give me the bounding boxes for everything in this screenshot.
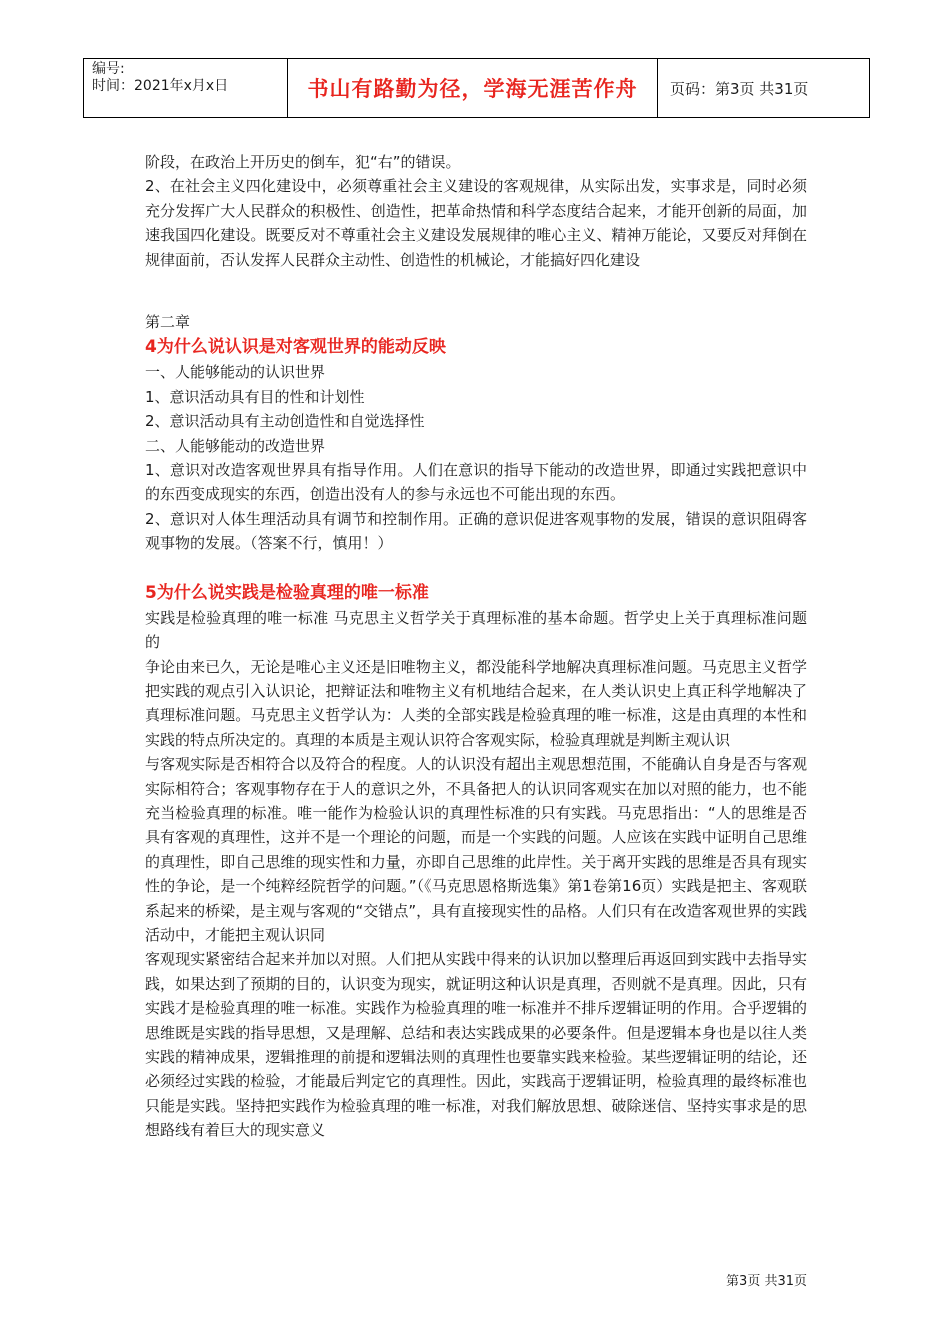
- chapter-heading: 第二章: [145, 313, 191, 332]
- section-5-title: 5为什么说实践是检验真理的唯一标准: [145, 582, 429, 603]
- list-item: 1、意识活动具有目的性和计划性: [145, 387, 365, 406]
- list-item: 2、意识活动具有主动创造性和自觉选择性: [145, 412, 425, 431]
- header-page-label: 页码：第3页 共31页: [670, 79, 809, 98]
- paragraph: 与客观实际是否相符合以及符合的程度。人的认识没有超出主观思想范围，不能确认自身是否与客观实际相符合；客观事物存在于人的意识之外，不具备把人的认识同客观实在加以对照的能力，也不能充当检验真理的标准。唯一能作为检验认识的真理性标准的只有实践。马克思指出：“人的思维是否具有客观的真理性，这并不是一个理论的问题，而是一个实践的问题。人应该在实践中证明自己思维的真理性，即自己思维的现实性和力量，亦即自己思维的此岸性。关于离开实践的思维是否具有现实性的争论，是一个纯粹经院哲学的问题。”（《马克思恩格斯选集》第1卷第16页）实践是把主、客观联系起来的桥梁，是主观与客观的“交错点”，具有直接现实性的品格。人们只有在改造客观世界的实践活动中，才能把主观认识同: [145, 755, 807, 944]
- paragraph: 实践是检验真理的唯一标准 马克思主义哲学关于真理标准的基本命题。哲学史上关于真理标准问题的: [145, 608, 807, 652]
- section-4-title: 4为什么说认识是对客观世界的能动反映: [145, 337, 446, 358]
- paragraph: 2、在社会主义四化建设中，必须尊重社会主义建设的客观规律，从实际出发，实事求是，同时必须充分发挥广大人民群众的积极性、创造性，把革命热情和科学态度结合起来，才能开创新的局面，加速我国四化建设。既要反对不尊重社会主义建设发展规律的唯心主义、精神万能论，又要反对拜倒在规律面前，否认发挥人民群众主动性、创造性的机械论，才能搞好四化建设: [145, 177, 807, 269]
- list-item: 2、意识对人体生理活动具有调节和控制作用。正确的意识促进客观事物的发展，错误的意识阻碍客观事物的发展。（答案不行，慎用！）: [145, 509, 807, 553]
- header-motto: 书山有路勤为径，学海无涯苦作舟: [288, 59, 658, 117]
- document-number-label: 编号:: [92, 61, 125, 77]
- list-item: 一、人能够能动的认识世界: [145, 363, 326, 382]
- paragraph: 争论由来已久，无论是唯心主义还是旧唯物主义，都没能科学地解决真理标准问题。马克思主义哲学把实践的观点引入认识论，把辩证法和唯物主义有机地结合起来，在人类认识史上真正科学地解决了真理标准问题。马克思主义哲学认为：人类的全部实践是检验真理的唯一标准，这是由真理的本性和实践的特点所决定的。真理的本质是主观认识符合客观实际，检验真理就是判断主观认识: [145, 657, 807, 749]
- page-header: [83, 58, 870, 118]
- list-item: 1、意识对改造客观世界具有指导作用。人们在意识的指导下能动的改造世界，即通过实践把意识中的东西变成现实的东西，创造出没有人的参与永远也不可能出现的东西。: [145, 461, 807, 504]
- page-footer-number: 第3页 共31页: [726, 1274, 807, 1289]
- paragraph: 阶段，在政治上开历史的倒车，犯“右”的错误。: [145, 153, 461, 171]
- document-date-label: 时间：2021年x月x日: [92, 78, 229, 94]
- paragraph: 客观现实紧密结合起来并加以对照。人们把从实践中得来的认识加以整理后再返回到实践中去指导实践，如果达到了预期的目的，认识变为现实，就证明这种认识是真理，否则就不是真理。因此，只有实践才是检验真理的唯一标准。实践作为检验真理的唯一标准并不排斥逻辑证明的作用。合乎逻辑的思维既是实践的指导思想，又是理解、总结和表达实践成果的必要条件。但是逻辑本身也是以往人类实践的精神成果，逻辑推理的前提和逻辑法则的真理性也要靠实践来检验。某些逻辑证明的结论，还必须经过实践的检验，才能最后判定它的真理性。因此，实践高于逻辑证明，检验真理的最终标准也只能是实践。坚持把实践作为检验真理的唯一标准，对我们解放思想、破除迷信、坚持实事求是的思想路线有着巨大的现实意义: [145, 950, 807, 1140]
- header-meta: [84, 59, 288, 117]
- document-body: [145, 150, 807, 1143]
- list-item: 二、人能够能动的改造世界: [145, 436, 326, 455]
